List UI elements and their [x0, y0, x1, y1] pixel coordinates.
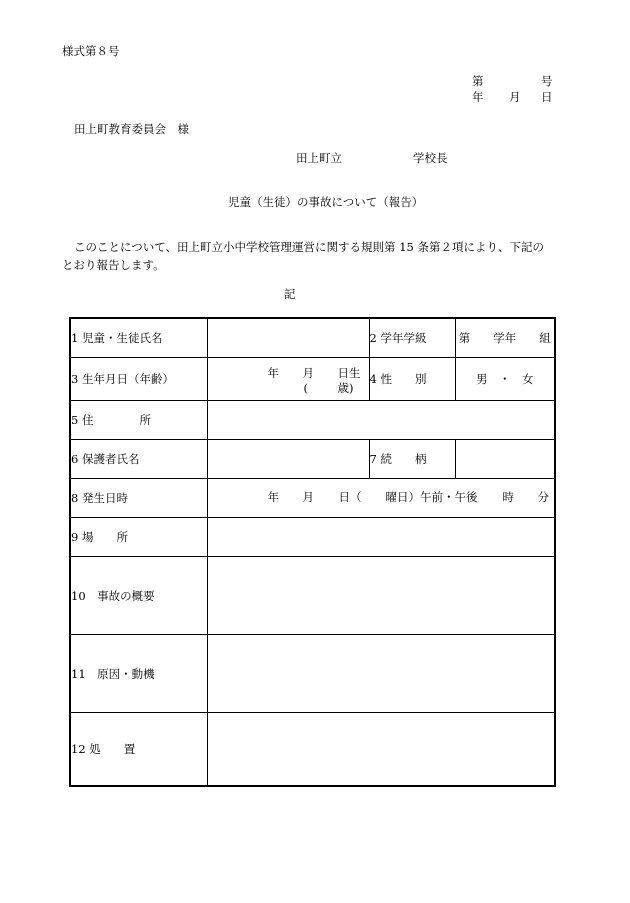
occurrence-year: 年 — [267, 490, 279, 504]
guardian-name-label: 6 保護者氏名 — [70, 440, 207, 479]
age-close: 歳) — [337, 381, 354, 395]
document-number-suffix: 号 — [541, 74, 553, 88]
report-table — [69, 317, 556, 787]
table-row — [70, 401, 555, 440]
birthdate-label: 3 生年月日（年齢） — [70, 358, 207, 401]
form-number: 様式第８号 — [62, 44, 120, 58]
sender-town: 田上町立 — [296, 151, 342, 165]
accident-summary-label: 10 事故の概要 — [70, 557, 207, 635]
body-text-line-1: このことについて、田上町立小中学校管理運営に関する規則第 15 条第２項により、下記の — [74, 240, 544, 254]
student-name-field[interactable] — [207, 318, 369, 358]
document-number-prefix: 第 — [472, 74, 484, 88]
address-label: 5 住 所 — [70, 401, 207, 440]
date-day: 日 — [541, 90, 553, 104]
table-row — [70, 440, 555, 479]
occurrence-weekday-ampm: 曜日）午前・午後 — [385, 490, 478, 504]
place-field[interactable] — [207, 518, 555, 557]
address-field[interactable] — [207, 401, 555, 440]
age-open: ( — [303, 381, 308, 395]
measures-label: 12 処 置 — [70, 713, 207, 787]
occurrence-datetime-label: 8 発生日時 — [70, 479, 207, 518]
occurrence-minute: 分 — [537, 490, 549, 504]
birthdate-year: 年 — [267, 366, 279, 380]
table-row — [70, 358, 555, 401]
student-name-label: 1 児童・生徒氏名 — [70, 318, 207, 358]
accident-summary-field[interactable] — [207, 557, 555, 635]
ki-heading: 記 — [284, 287, 296, 301]
table-row — [70, 318, 555, 358]
table-row — [70, 635, 555, 713]
relationship-field[interactable] — [455, 440, 555, 479]
grade-class-field[interactable]: 第 学年 組 — [455, 318, 555, 358]
table-row — [70, 479, 555, 518]
date-month: 月 — [509, 90, 521, 104]
place-label: 9 場 所 — [70, 518, 207, 557]
occurrence-datetime-field[interactable] — [207, 479, 555, 518]
occurrence-month: 月 — [302, 490, 314, 504]
table-row — [70, 518, 555, 557]
sender-role: 学校長 — [413, 151, 448, 165]
grade-class-label: 2 学年学級 — [369, 318, 455, 358]
cause-motive-field[interactable] — [207, 635, 555, 713]
body-text-line-2: とおり報告します。 — [62, 258, 165, 272]
table-row — [70, 557, 555, 635]
cause-motive-label: 11 原因・動機 — [70, 635, 207, 713]
birthdate-field[interactable] — [207, 358, 369, 401]
document-title: 児童（生徒）の事故について（報告） — [228, 195, 424, 209]
measures-field[interactable] — [207, 713, 555, 787]
relationship-label: 7 続 柄 — [369, 440, 455, 479]
birthdate-month: 月 — [302, 366, 314, 380]
gender-label: 4 性 別 — [369, 358, 455, 401]
gender-field[interactable]: 男 ・ 女 — [455, 358, 555, 401]
date-year: 年 — [472, 90, 484, 104]
birthdate-day: 日生 — [337, 366, 361, 380]
guardian-name-field[interactable] — [207, 440, 369, 479]
addressee: 田上町教育委員会 様 — [74, 122, 189, 136]
occurrence-hour: 時 — [502, 490, 514, 504]
table-row — [70, 713, 555, 787]
occurrence-day: 日（ — [338, 490, 362, 504]
